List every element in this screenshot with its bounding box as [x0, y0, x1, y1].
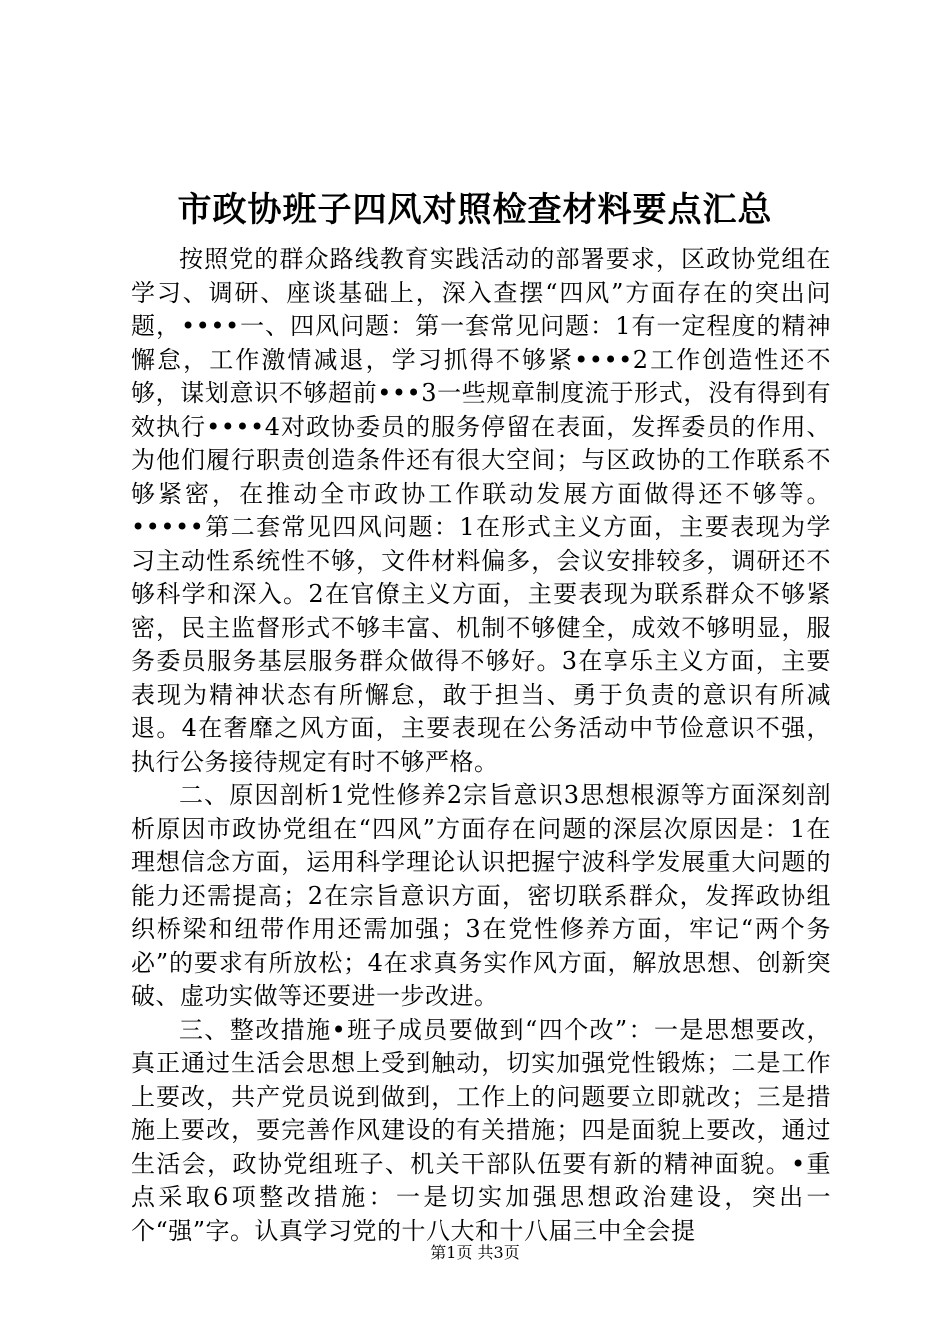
paragraph-rectification-measures: 三、整改措施•班子成员要做到“四个改”：一是思想要改，真正通过生活会思想上受到触动，切实加强党性锻炼；二是工作上要改，共产党员说到做到，工作上的问题要立即就改；三是措施上要改，要完善作风建设的有关措施；四是面貌上要改，通过生活会，政协党组班子、机关干部队伍要有新的精神面貌。•重点采取6项整改措施：一是切实加强思想政治建设，突出一个“强”字。认真学习党的十八大和十八届三中全会提: [131, 1015, 831, 1245]
document-title: 市政协班子四风对照检查材料要点汇总: [177, 190, 773, 230]
page-number-footer: 第1页 共3页: [430, 1243, 520, 1262]
paragraph-cause-analysis: 二、原因剖析1党性修养2宗旨意识3思想根源等方面深刻剖析原因市政协党组在“四风”方面存在问题的深层次原因是：1在理想信念方面，运用科学理论认识把握宁波科学发展重大问题的能力还需提高；2在宗旨意识方面，密切联系群众，发挥政协组织桥梁和纽带作用还需加强；3在党性修养方面，牢记“两个务必”的要求有所放松；4在求真务实作风方面，解放思想、创新突破、虚功实做等还要进一步改进。: [131, 781, 831, 1010]
document-body: [131, 243, 831, 1248]
paragraph-four-styles-problems: 按照党的群众路线教育实践活动的部署要求，区政协党组在学习、调研、座谈基础上，深入查摆“四风”方面存在的突出问题，••••一、四风问题：第一套常见问题：1有一定程度的精神懈怠，工作激情减退，学习抓得不够紧••••2工作创造性还不够，谋划意识不够超前•••3一些规章制度流于形式，没有得到有效执行••••4对政协委员的服务停留在表面，发挥委员的作用、为他们履行职责创造条件还有很大空间；与区政协的工作联系不够紧密，在推动全市政协工作联动发展方面做得还不够等。•••••第二套常见四风问题：1在形式主义方面，主要表现为学习主动性系统性不够，文件材料偏多，会议安排较多，调研还不够科学和深入。2在官僚主义方面，主要表现为联系群众不够紧密，民主监督形式不够丰富、机制不够健全，成效不够明显，服务委员服务基层服务群众做得不够好。3在享乐主义方面，主要表现为精神状态有所懈怠，敢于担当、勇于负责的意识有所减退。4在奢靡之风方面，主要表现在公务活动中节俭意识不强，执行公务接待规定有时不够严格。: [131, 245, 831, 776]
